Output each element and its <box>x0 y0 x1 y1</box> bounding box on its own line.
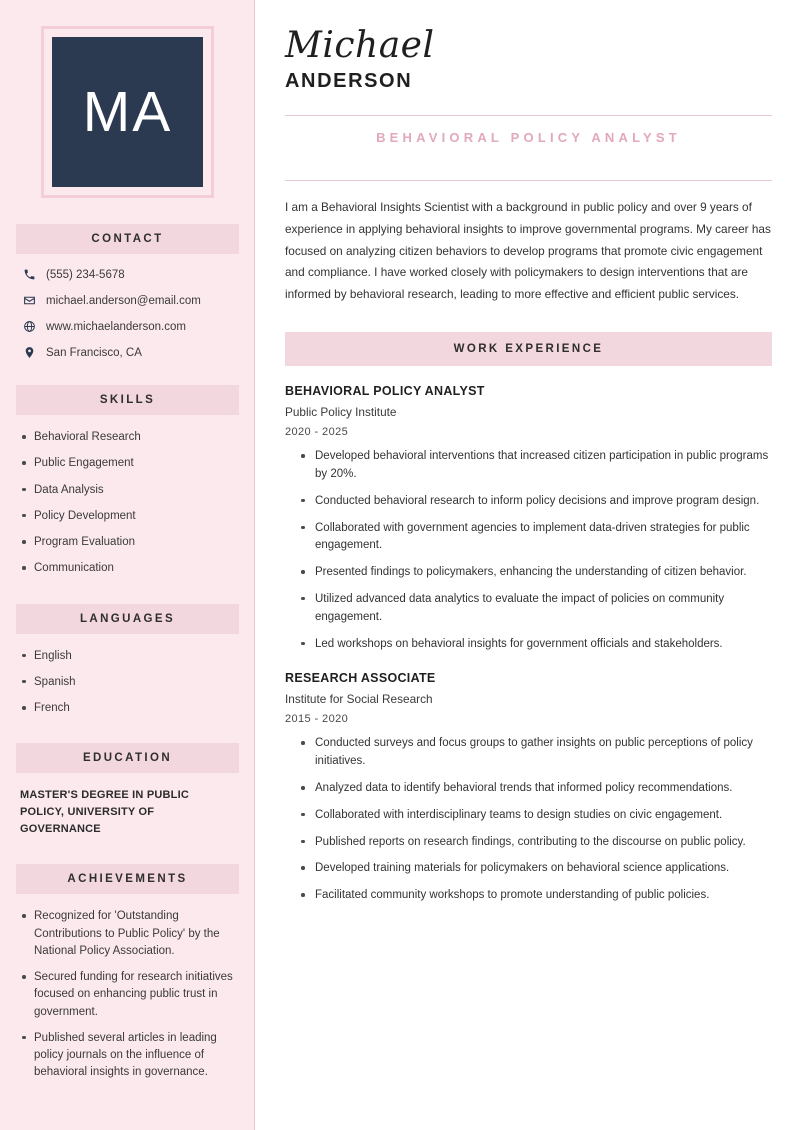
languages-list <box>16 648 239 718</box>
name-block <box>285 25 772 93</box>
page-title: BEHAVIORAL POLICY ANALYST <box>376 130 681 145</box>
list-item: Utilized advanced data analytics to evaluate the impact of policies on community engagement. <box>299 591 772 627</box>
monogram-frame <box>41 26 214 198</box>
contact-item-website[interactable] <box>22 320 233 333</box>
list-item: Presented findings to policymakers, enhancing the understanding of citizen behavior. <box>299 564 772 582</box>
skills-list <box>16 429 239 578</box>
profile-summary: I am a Behavioral Insights Scientist with a background in public policy and over 9 years of experience in applying behavioral insights to improve governmental programs. My career has focused on analyzing citizen behaviors to develop programs that promote civic engagement and compliance. I have worked closely with policymakers to design interventions that are informed by behavioral research, leading to more effective and efficient public services. <box>285 200 771 302</box>
contact-value-location: San Francisco, CA <box>46 346 142 359</box>
list-item: Policy Development <box>20 508 235 525</box>
first-name: Michael <box>285 25 435 66</box>
contact-list <box>16 268 239 359</box>
work-experience-heading: WORK EXPERIENCE <box>285 332 772 366</box>
list-item: Collaborated with government agencies to implement data-driven strategies for public engagement. <box>299 520 772 556</box>
main-content <box>255 0 800 1130</box>
experience-entry-1 <box>285 384 772 653</box>
list-item: Collaborated with interdisciplinary teams to design studies on civic engagement. <box>299 807 772 825</box>
job-dates-1: 2020 - 2025 <box>285 426 349 439</box>
list-item: Facilitated community workshops to promote understanding of public policies. <box>299 887 772 905</box>
job-organization-2: Institute for Social Research <box>285 692 433 707</box>
list-item: English <box>20 648 235 665</box>
job-title-1: BEHAVIORAL POLICY ANALYST <box>285 384 485 399</box>
job-duties-2 <box>285 735 772 905</box>
contact-value-phone: (555) 234-5678 <box>46 268 125 281</box>
sidebar <box>0 0 255 1130</box>
list-item: Developed behavioral interventions that increased citizen participation in public programs by 20%. <box>299 448 772 484</box>
skills-heading: SKILLS <box>16 385 239 415</box>
list-item: Published several articles in leading policy journals on the influence of behavioral insights in governance. <box>20 1030 235 1082</box>
list-item: Communication <box>20 560 235 577</box>
contact-item-phone[interactable] <box>22 268 233 281</box>
contact-item-location[interactable] <box>22 346 233 359</box>
list-item: Conducted surveys and focus groups to gather insights on public perceptions of policy initiatives. <box>299 735 772 771</box>
list-item: Secured funding for research initiatives focused on enhancing public trust in government. <box>20 969 235 1021</box>
envelope-icon <box>22 294 36 307</box>
last-name: ANDERSON <box>285 70 413 92</box>
languages-heading: LANGUAGES <box>16 604 239 634</box>
education-entry: MASTER'S DEGREE IN PUBLIC POLICY, UNIVERSITY OF GOVERNANCE <box>20 789 189 836</box>
list-item: Recognized for 'Outstanding Contributions to Public Policy' by the National Policy Association. <box>20 908 235 960</box>
education-heading: EDUCATION <box>16 743 239 773</box>
list-item: Spanish <box>20 674 235 691</box>
job-duties-1 <box>285 448 772 653</box>
achievements-heading: ACHIEVEMENTS <box>16 864 239 894</box>
list-item: Conducted behavioral research to inform policy decisions and improve program design. <box>299 493 772 511</box>
list-item: Data Analysis <box>20 482 235 499</box>
globe-icon <box>22 320 36 333</box>
job-title-2: RESEARCH ASSOCIATE <box>285 671 436 686</box>
achievements-list <box>16 908 239 1081</box>
list-item: Analyzed data to identify behavioral trends that informed policy recommendations. <box>299 780 772 798</box>
contact-heading: CONTACT <box>16 224 239 254</box>
list-item: Behavioral Research <box>20 429 235 446</box>
contact-value-email: michael.anderson@email.com <box>46 294 201 307</box>
phone-icon <box>22 268 36 281</box>
contact-value-website: www.michaelanderson.com <box>46 320 186 333</box>
experience-entry-2 <box>285 671 772 905</box>
location-pin-icon <box>22 346 36 359</box>
list-item: Program Evaluation <box>20 534 235 551</box>
list-item: Developed training materials for policymakers on behavioral science applications. <box>299 860 772 878</box>
job-dates-2: 2015 - 2020 <box>285 713 349 726</box>
list-item: French <box>20 700 235 717</box>
list-item: Led workshops on behavioral insights for government officials and stakeholders. <box>299 636 772 654</box>
contact-item-email[interactable] <box>22 294 233 307</box>
list-item: Published reports on research findings, contributing to the discourse on public policy. <box>299 834 772 852</box>
list-item: Public Engagement <box>20 455 235 472</box>
monogram-initials: MA <box>52 37 203 187</box>
job-organization-1: Public Policy Institute <box>285 405 397 420</box>
